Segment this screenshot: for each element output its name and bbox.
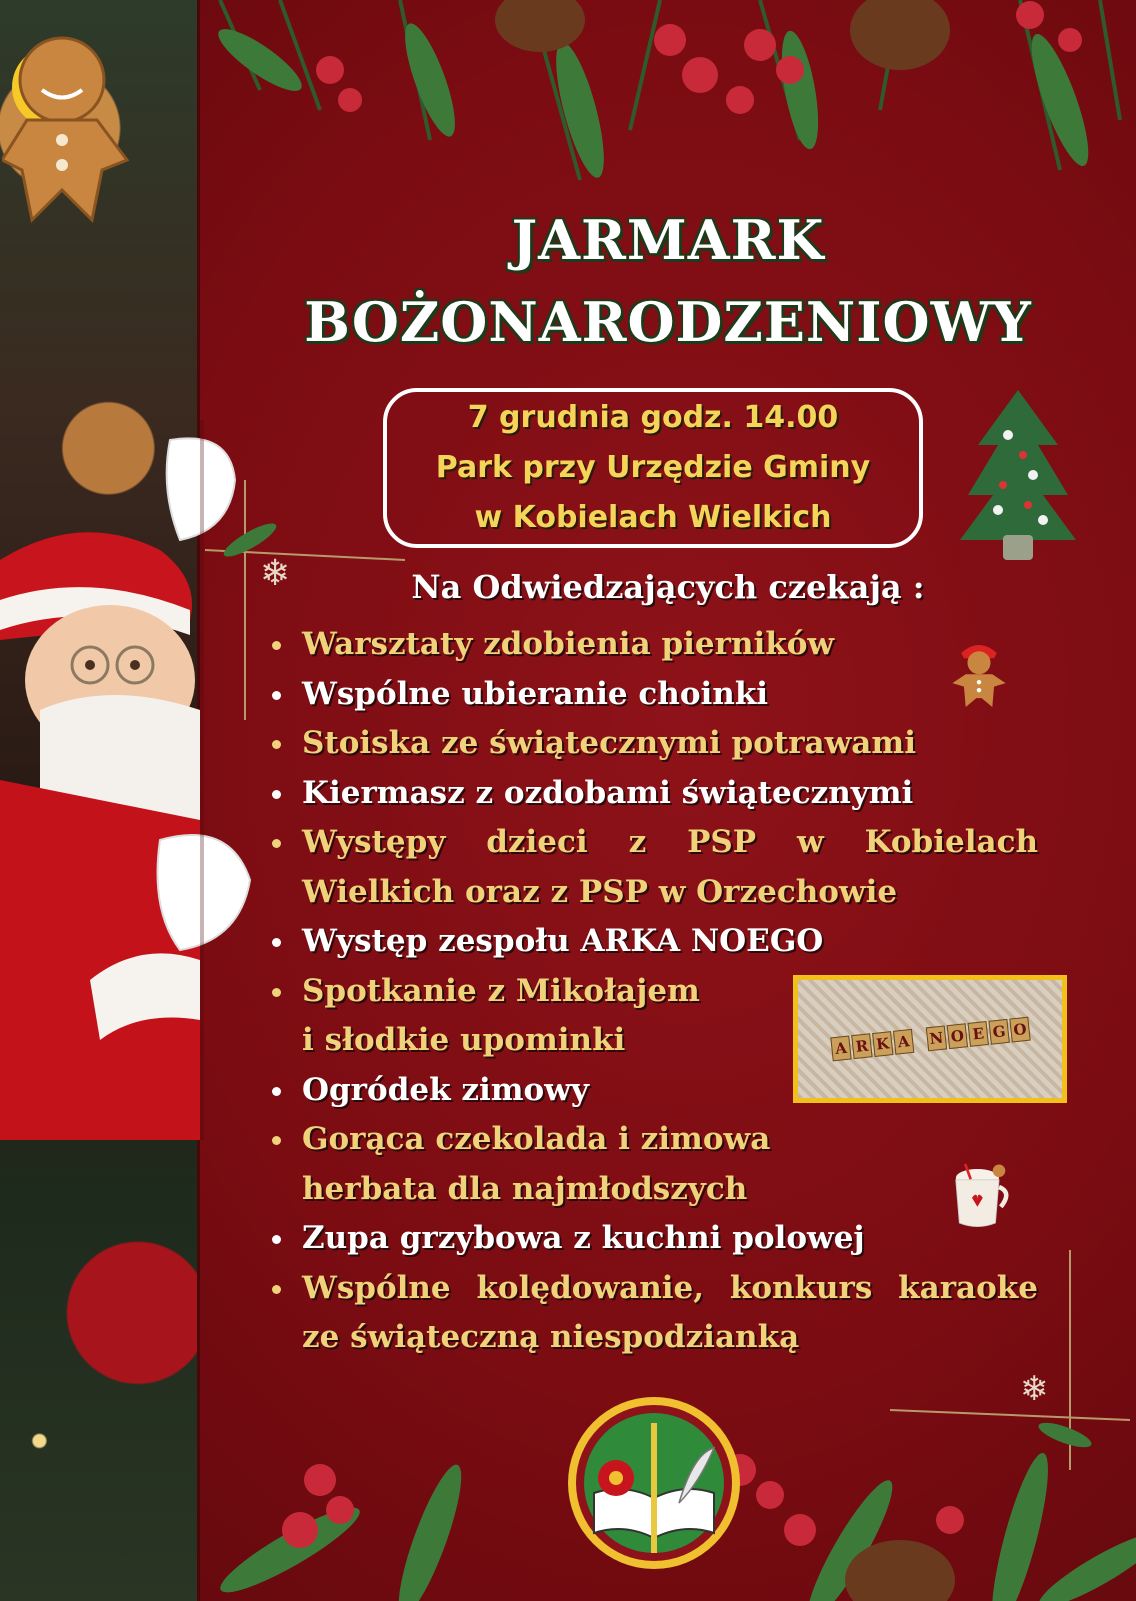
attraction-item: Ogródek zimowy [268, 1066, 1038, 1116]
letter-tile: N [925, 1025, 946, 1051]
gingerbread-cookie-icon [2, 20, 152, 250]
svg-text:❄: ❄ [1020, 1369, 1049, 1409]
attraction-item: Występy dzieci z PSP w Kobielach Wielkich oraz z PSP w Orzechowie [268, 818, 1038, 917]
attraction-item: Warsztaty zdobienia pierników [268, 620, 1038, 670]
christmas-tree-icon [958, 385, 1078, 565]
arka-noego-letter-tiles [830, 1017, 1030, 1062]
attraction-item: Wspólne ubieranie choinki [268, 670, 1038, 720]
letter-tile: G [988, 1019, 1009, 1045]
letter-tile: O [946, 1023, 967, 1049]
letter-tile: E [967, 1021, 988, 1047]
letter-tile: O [1009, 1017, 1030, 1043]
event-place-line-1: Park przy Urzędzie Gminy [435, 450, 871, 485]
attraction-item: Występ zespołu ARKA NOEGO [268, 917, 1038, 967]
letter-tile: R [851, 1033, 872, 1059]
attraction-item: Wspólne kolędowanie, konkurs karaoke ze świąteczną niespodzianką [268, 1264, 1038, 1363]
attraction-item: Kiermasz z ozdobami świątecznymi [268, 769, 1038, 819]
letter-tile: A [892, 1029, 913, 1055]
event-date-place-box [383, 388, 923, 548]
attraction-item: Zupa grzybowa z kuchni polowej [268, 1214, 1038, 1264]
letter-tile: K [872, 1031, 893, 1057]
poster-title: JARMARK [511, 208, 825, 272]
attraction-item: Stoiska ze świątecznymi potrawami [268, 719, 1038, 769]
letter-tile: A [830, 1035, 851, 1061]
attraction-item: Spotkanie z Mikołajem i słodkie upominki [268, 967, 708, 1066]
hot-cocoa-icon [945, 1160, 1017, 1232]
attraction-item: Gorąca czekolada i zimowa herbata dla najmłodszych [268, 1115, 888, 1214]
municipal-crest-icon [564, 1393, 744, 1573]
attractions-intro: Na Odwiedzających czekają : [411, 568, 925, 606]
gingerbread-man-icon [948, 640, 1010, 712]
event-date: 7 grudnia godz. 14.00 [467, 400, 839, 435]
tile-gap [913, 1028, 925, 1053]
poster-subtitle: BOŻONARODZENIOWY [304, 290, 1032, 354]
svg-text:❄: ❄ [260, 553, 291, 594]
pine-berry-garland-top [200, 0, 1136, 200]
event-place-line-2: w Kobielach Wielkich [474, 500, 832, 535]
arka-noego-band-sign [793, 975, 1067, 1103]
